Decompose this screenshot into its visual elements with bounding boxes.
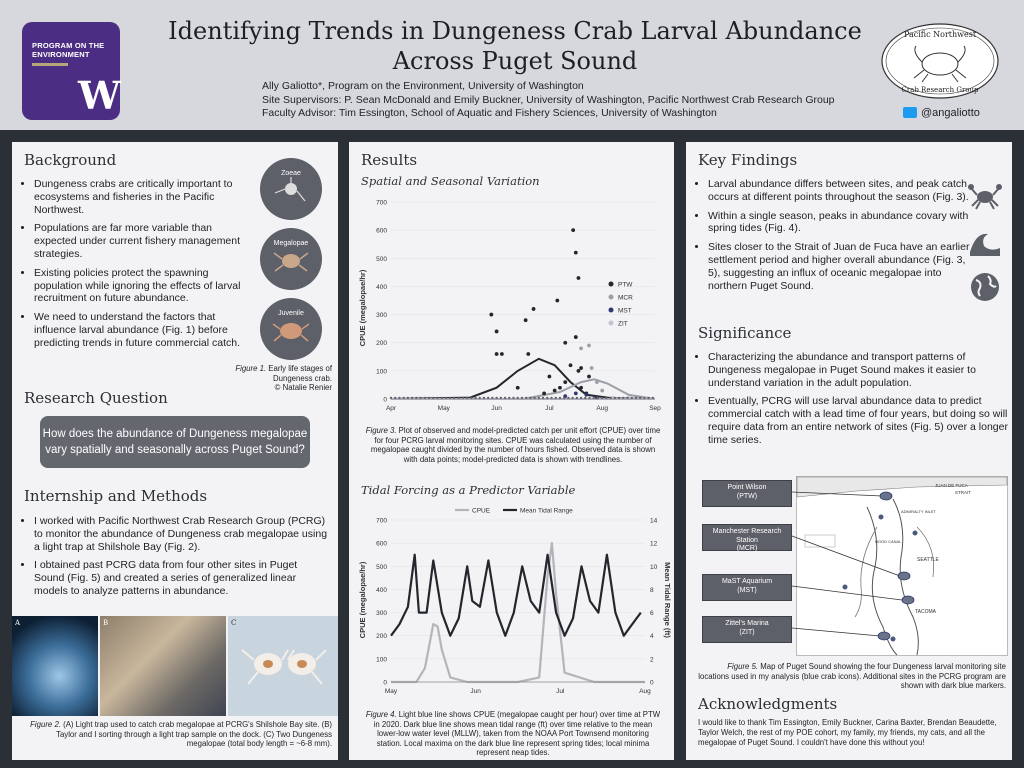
mcr-crab-marker	[898, 572, 910, 580]
background-bullet: • Existing policies protect the spawning population while ignoring the effects of larval recruitment on future abundance.	[34, 267, 252, 305]
figure3-caption: Figure 3. Plot of observed and model-predicted catch per unit effort (CPUE) over time for four PCRG larval monitoring sites. CPUE was calculated using the number of megalopae caught divided by the number of hours fished. Observed data is shown with data points; model-predicted data is shown with trendlines.	[365, 426, 661, 464]
crab-logo-top-text: Pacific Northwest	[903, 30, 977, 39]
key-finding-bullet: • Within a single season, peaks in abundance covary with spring tides (Fig. 4).	[708, 210, 970, 236]
fig4-legend-label: Mean Tidal Range	[520, 507, 573, 515]
significance-bullets	[686, 351, 1010, 453]
crab-icon	[968, 178, 1002, 212]
significance-bullet: • Eventually, PCRG will use larval abundance data to predict commercial catch with a lead time of four years, but doing so will require data from an entire network of sites (Fig. 5) over a longer time series.	[708, 395, 1010, 446]
results-heading: Results	[361, 151, 418, 169]
fig3-point-ptw	[577, 369, 581, 373]
fig3-point-ptw	[574, 335, 578, 339]
fig3-point-ptw	[574, 251, 578, 255]
fig4-y-tick-label: 100	[376, 656, 387, 664]
acknowledgments-text: I would like to thank Tim Essington, Emily Buckner, Carina Baxter, Brendan Beaudette, Taylor Welch, the rest of my POE cohort, my family, my friends, my cats, and all the megalopae of Puget Sound. I couldn't have done this without you!	[698, 718, 997, 747]
fig4-line-mean-tidal-range	[391, 555, 641, 636]
fig3-y-tick-label: 600	[376, 227, 387, 235]
title-line2: Across Puget Sound	[392, 47, 638, 75]
fig3-point-ptw	[495, 352, 499, 356]
fig3-y-tick-label: 0	[383, 396, 387, 404]
column-right	[686, 142, 1012, 760]
fig4-y2-tick-label: 12	[650, 540, 658, 548]
significance-heading: Significance	[698, 324, 792, 342]
fig3-point-ptw	[558, 386, 562, 390]
fig4-y2-tick-label: 2	[650, 656, 654, 664]
poster-title	[150, 16, 880, 76]
fig3-legend-label: ZIT	[618, 320, 628, 328]
megalopae-stage-image: Megalopae	[260, 228, 322, 290]
background-bullet: • Populations are far more variable than expected under current fishery management strategies.	[34, 222, 252, 260]
map-label-admiralty: ADMIRALTY INLET	[901, 509, 936, 514]
site-label-zit: Zittel's Marina (ZIT)	[702, 616, 792, 643]
fig4-x-tick-label: Jun	[470, 688, 481, 695]
map-label-juan-de-fuca: JUAN DE FUCA	[935, 483, 968, 488]
author-block	[262, 80, 835, 121]
juvenile-stage-image: Juvenile	[260, 298, 322, 360]
fig4-y2-tick-label: 8	[650, 586, 654, 594]
column-left	[12, 142, 338, 760]
sorting-sample-photo: B	[100, 616, 226, 716]
fig4-y-axis-label: CPUE (megalopae/hr)	[358, 561, 367, 639]
fig4-y2-tick-label: 0	[650, 679, 654, 687]
zit-crab-marker	[878, 632, 890, 640]
fig4-y2-tick-label: 14	[650, 517, 658, 525]
figure4-caption: Figure 4. Light blue line shows CPUE (megalopae caught per hour) over time at PTW in 2020. Dark blue line shows mean tidal range (ft) over time relative to the mean lower-low water level (MLLW), taken from the NOAA Port Townsend monitoring station. Local maxima on the dark blue line represent spring tides; local minima represent neap tides.	[365, 710, 661, 757]
supervisors-line: Site Supervisors: P. Sean McDonald and Emily Buckner, University of Washington, Pacific Northwest Crab Research Group	[262, 93, 835, 106]
fig3-point-mst	[584, 393, 588, 397]
logo-w: W	[78, 73, 121, 118]
fig4-legend-label: CPUE	[472, 507, 491, 515]
fig3-x-tick-label: May	[437, 405, 450, 412]
fig3-x-tick-label: Apr	[385, 405, 397, 412]
fig3-trendline-ptw	[391, 359, 655, 399]
figure2-photos	[12, 616, 338, 716]
spatial-seasonal-subheading: Spatial and Seasonal Variation	[361, 174, 540, 188]
globe-icon	[968, 270, 1002, 304]
fig4-y-tick-label: 200	[376, 633, 387, 641]
fig3-x-tick-label: Aug	[596, 405, 608, 412]
fig3-y-tick-label: 400	[376, 283, 387, 291]
key-finding-bullet: • Sites closer to the Strait of Juan de Fuca have an earlier settlement period and higher overall abundance (Fig. 3, 5), suggesting an influx of oceanic megalopae into northern Puget Sound.	[708, 241, 970, 292]
fig3-point-ptw	[516, 386, 520, 390]
fig4-y2-axis-label: Mean Tidal Range (ft)	[663, 562, 672, 638]
fig3-point-ptw	[553, 389, 557, 393]
fig3-y-tick-label: 700	[376, 199, 387, 207]
fig3-legend-marker	[609, 321, 614, 326]
fig3-point-ptw	[500, 352, 504, 356]
fig3-legend-marker	[609, 295, 614, 300]
author-line: Ally Galiotto*, Program on the Environment, University of Washington	[262, 80, 584, 92]
fig3-point-ptw	[548, 375, 552, 379]
crab-logo-bottom-text: Crab Research Group	[901, 86, 979, 94]
fig3-point-mcr	[600, 389, 604, 393]
zoeae-stage-image: Zoeae	[260, 158, 322, 220]
fig4-y-tick-label: 300	[376, 610, 387, 618]
fig3-x-tick-label: Jun	[491, 405, 502, 412]
fig3-legend-marker	[609, 282, 614, 287]
fig3-point-mcr	[579, 346, 583, 350]
background-bullet: • Dungeness crabs are critically important to ecosystems and fisheries in the Pacific Northwest.	[34, 178, 252, 216]
methods-bullets	[12, 515, 330, 604]
fig3-point-ptw	[532, 307, 536, 311]
fig3-point-ptw	[542, 391, 546, 395]
fig3-point-ptw	[563, 341, 567, 345]
zoeae-icon	[271, 177, 311, 205]
fig3-legend-label: PTW	[618, 281, 633, 289]
fig3-x-tick-label: Jul	[545, 405, 554, 412]
twitter-icon	[903, 107, 917, 118]
map-label-seattle: SEATTLE	[917, 557, 939, 563]
advisor-line: Faculty Advisor: Tim Essington, School of Aquatic and Fishery Sciences, University of Washington	[262, 107, 717, 119]
figure2-caption: Figure 2. (A) Light trap used to catch crab megalopae at PCRG's Shilshole Bay site. (B) Taylor and I sorting through a light trap sample on the dock. (C) Two Dungeness megalopae (total body length = ~6-8 mm).	[30, 720, 332, 748]
significance-bullet: • Characterizing the abundance and transport patterns of Dungeness megalopae in Puget Sound makes it easier to understand variation in the adult population.	[708, 351, 1010, 389]
map-label-tacoma: TACOMA	[915, 609, 937, 615]
fig3-point-ptw	[587, 375, 591, 379]
key-finding-bullet: • Larval abundance differs between sites, and peak catch occurs at different points throughout the season (Fig. 3).	[708, 178, 970, 204]
acknowledgments-heading: Acknowledgments	[698, 695, 838, 713]
fig3-legend-label: MST	[618, 307, 632, 315]
fig3-point-ptw	[524, 318, 528, 322]
fig3-y-axis-label: CPUE (megalopae/hr)	[358, 269, 367, 347]
twitter-handle[interactable]: @angaliotto	[903, 107, 980, 119]
title-line1: Identifying Trends in Dungeness Crab Larval Abundance	[168, 17, 862, 45]
wave-icon	[968, 226, 1002, 260]
fig3-point-mcr	[595, 380, 599, 384]
site-label-mcr: Manchester Research Station (MCR)	[702, 524, 792, 551]
fig3-y-tick-label: 500	[376, 255, 387, 263]
fig3-point-mcr	[587, 344, 591, 348]
fig4-x-tick-label: May	[384, 688, 398, 695]
fig4-y-tick-label: 500	[376, 563, 387, 571]
fig3-x-tick-label: Sep	[649, 405, 661, 412]
fig4-x-tick-label: Jul	[556, 688, 565, 695]
fig3-point-ptw	[489, 313, 493, 317]
fig3-point-mcr	[590, 366, 594, 370]
fig4-y-tick-label: 400	[376, 586, 387, 594]
fig4-y-tick-label: 700	[376, 517, 387, 525]
background-bullet: • We need to understand the factors that influence larval abundance (Fig. 1) before predicting trends in future commercial catch.	[34, 311, 252, 349]
methods-heading: Internship and Methods	[24, 487, 208, 505]
poster-header	[0, 0, 1024, 130]
fig3-y-tick-label: 300	[376, 312, 387, 320]
fig3-point-ptw	[577, 276, 581, 280]
fig3-legend-label: MCR	[618, 294, 633, 302]
fig3-y-tick-label: 100	[376, 368, 387, 376]
uw-program-logo	[22, 22, 120, 120]
fig3-point-mst	[574, 391, 578, 395]
research-question-box: How does the abundance of Dungeness megalopae vary spatially and seasonally across Puget Sound?	[40, 416, 310, 468]
fig4-y-tick-label: 600	[376, 540, 387, 548]
fig4-x-tick-label: Aug	[639, 688, 651, 695]
fig3-point-ptw	[571, 228, 575, 232]
fig3-point-ptw	[563, 380, 567, 384]
fig3-point-ptw	[579, 386, 583, 390]
background-bullets	[12, 178, 252, 356]
megalopae-specimen-icon	[228, 616, 338, 716]
logo-line1: PROGRAM ON THE	[32, 41, 105, 50]
key-findings-bullets	[686, 178, 970, 298]
methods-bullet: • I obtained past PCRG data from four other sites in Puget Sound (Fig. 5) and created a series of generalized linear models to analyze patterns in abundance.	[34, 559, 330, 597]
fig4-y-tick-label: 0	[383, 679, 387, 687]
column-middle	[349, 142, 674, 760]
site-label-ptw: Point Wilson (PTW)	[702, 480, 792, 507]
key-findings-heading: Key Findings	[698, 151, 798, 169]
ptw-crab-marker	[880, 492, 892, 500]
light-trap-photo: A	[12, 616, 98, 716]
fig4-y2-tick-label: 10	[650, 563, 658, 571]
map-label-hood-canal: HOOD CANAL	[875, 539, 902, 544]
megalopa-icon	[271, 247, 311, 275]
fig3-point-ptw	[555, 299, 559, 303]
fig3-point-ptw	[569, 363, 573, 367]
map-label-strait: STRAIT	[955, 490, 972, 495]
crab-research-group-logo	[880, 22, 1000, 100]
figure5-caption: Figure 5. Map of Puget Sound showing the four Dungeness larval monitoring site locations used in my analysis (blue crab icons). Additional sites in the PCRG program are shown with dark blue markers.	[698, 662, 1006, 690]
fig3-point-ptw	[579, 366, 583, 370]
fig3-legend-marker	[609, 308, 614, 313]
fig4-y2-tick-label: 6	[650, 610, 654, 618]
fig3-point-ptw	[495, 330, 499, 334]
background-heading: Background	[24, 151, 117, 169]
juvenile-crab-icon	[271, 317, 311, 345]
research-question-heading: Research Question	[24, 389, 168, 407]
logo-line2: ENVIRONMENT	[32, 50, 90, 59]
methods-bullet: • I worked with Pacific Northwest Crab Research Group (PCRG) to monitor the abundance of Dungeness crab megalopae using a light trap at Shilshole Bay (Fig. 2).	[34, 515, 330, 553]
mst-crab-marker	[902, 596, 914, 604]
site-label-mst: MaST Aquarium (MST)	[702, 574, 792, 601]
figure4-chart	[355, 504, 670, 702]
fig3-y-tick-label: 200	[376, 340, 387, 348]
fig3-point-ptw	[526, 352, 530, 356]
tidal-forcing-subheading: Tidal Forcing as a Predictor Variable	[361, 483, 576, 497]
figure3-chart	[355, 192, 670, 420]
figure1-caption: Figure 1. Early life stages of Dungeness crab. © Natalie Renier	[235, 364, 332, 392]
fig4-y2-tick-label: 4	[650, 633, 654, 641]
megalopae-photo: C	[228, 616, 338, 716]
